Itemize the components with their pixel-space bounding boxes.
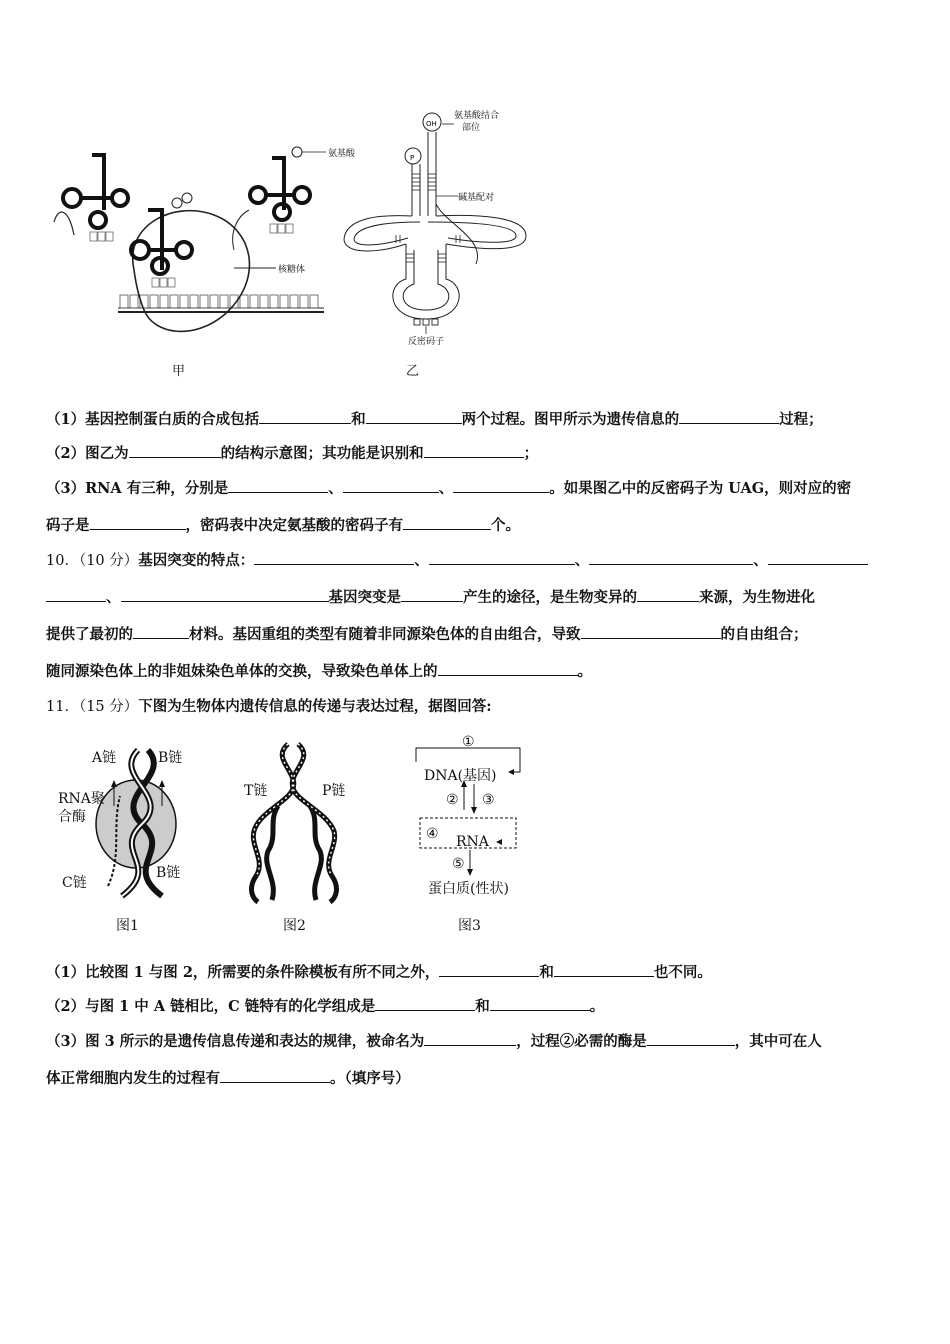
q11-part3: （3）图 3 所示的是遗传信息传递和表达的规律，被命名为 ，过程②必需的酶是 ，其中可在人: [46, 1033, 822, 1050]
ribosome-shape: [133, 211, 250, 332]
answer-blank[interactable]: [637, 587, 699, 602]
label-ribosome: 核糖体: [278, 265, 306, 275]
trna-cloverleaf: [344, 132, 526, 319]
answer-blank[interactable]: [90, 515, 186, 530]
label-base-pairing: 碱基配对: [458, 193, 495, 203]
label-anticodon: 反密码子: [408, 337, 445, 347]
answer-blank[interactable]: [439, 962, 539, 977]
rna-label: RNA: [456, 834, 489, 850]
answer-blank[interactable]: [129, 443, 221, 458]
q11-part2: （2）与图 1 中 A 链相比，C 链特有的化学组成是 和 。: [46, 998, 605, 1015]
answer-blank[interactable]: [589, 550, 753, 565]
label-rna-polymerase-1: RNA聚: [58, 791, 105, 807]
answer-blank[interactable]: [343, 478, 439, 493]
answer-blank[interactable]: [679, 409, 779, 424]
figure-yi-trna: [336, 104, 536, 354]
process-4: ④: [426, 826, 439, 842]
answer-blank[interactable]: [133, 624, 189, 639]
answer-blank[interactable]: [254, 550, 414, 565]
mrna-strand: [118, 295, 324, 312]
caption-figure-3: 图3: [458, 918, 481, 934]
q10-line3: 提供了最初的 材料。基因重组的类型有随着非同源染色体的自由组合，导致 的自由组合；: [46, 626, 808, 643]
label-rna-polymerase-2: 合酶: [58, 809, 86, 825]
label-p-chain: P链: [322, 783, 346, 799]
q9-part1: （1）基因控制蛋白质的合成包括 和 两个过程。图甲所示为遗传信息的 过程；: [46, 411, 823, 428]
caption-figure-1: 图1: [116, 918, 139, 934]
q10-line2: 、 基因突变是 产生的途径，是生物变异的 来源，为生物进化: [46, 587, 904, 609]
trna-right: [250, 158, 310, 220]
q9-part3: （3）RNA 有三种，分别是 、 、 。如果图乙中的反密码子为 UAG，则对应的密: [46, 480, 852, 497]
answer-blank[interactable]: [228, 478, 328, 493]
answer-blank[interactable]: [401, 587, 463, 602]
label-c-chain: C链: [62, 875, 87, 891]
answer-blank[interactable]: [429, 550, 575, 565]
label-b-chain-top: B链: [158, 750, 183, 766]
caption-jia: 甲: [172, 364, 186, 379]
answer-blank[interactable]: [220, 1068, 330, 1083]
q10-line1: 10．（10 分）基因突变的特点： 、 、 、: [46, 550, 904, 572]
answer-blank[interactable]: [554, 962, 654, 977]
q9-part2: （2）图乙为 的结构示意图；其功能是识别和 ；: [46, 445, 539, 462]
answer-blank[interactable]: [581, 624, 721, 639]
caption-yi: 乙: [406, 364, 420, 379]
answer-blank[interactable]: [366, 409, 462, 424]
label-b-chain-bottom: B链: [156, 865, 181, 881]
answer-blank[interactable]: [490, 996, 590, 1011]
p-label: P: [410, 154, 415, 162]
process-3: ③: [482, 792, 495, 808]
answer-blank[interactable]: [259, 409, 351, 424]
q11-part1: （1）比较图 1 与图 2，所需要的条件除模板有所不同之外， 和 也不同。: [46, 964, 712, 981]
label-t-chain: T链: [244, 783, 268, 799]
dna-gene-label: DNA(基因): [424, 768, 497, 784]
caption-figure-2: 图2: [283, 918, 306, 934]
figure-jia-translation: [44, 140, 334, 360]
answer-blank[interactable]: [424, 1031, 516, 1046]
answer-blank[interactable]: [647, 1031, 735, 1046]
label-amino-acid: 氨基酸: [328, 149, 356, 159]
q11-part3-cont: 体正常细胞内发生的过程有 。（填序号）: [46, 1070, 410, 1087]
anticodon-bases: [414, 319, 438, 325]
answer-blank[interactable]: [424, 443, 524, 458]
q11-stem: 11．（15 分）下图为生物体内遗传信息的传递与表达过程，据图回答:: [46, 698, 492, 715]
label-amino-acid-binding: 氨基酸结合: [454, 111, 500, 121]
trna-left: [63, 155, 128, 228]
answer-blank[interactable]: [438, 661, 578, 676]
protein-trait-label: 蛋白质(性状): [428, 881, 509, 897]
trna-center: [131, 210, 192, 274]
q9-part3-cont: 码子是 ，密码表中决定氨基酸的密码子有 个。: [46, 517, 520, 534]
answer-blank[interactable]: [375, 996, 475, 1011]
answer-blank[interactable]: [121, 587, 329, 602]
answer-blank[interactable]: [453, 478, 549, 493]
answer-blank[interactable]: [768, 550, 868, 565]
q10-line4: 随同源染色体上的非姐妹染色单体的交换，导致染色单体上的 。: [46, 663, 592, 680]
process-5: ⑤: [452, 856, 465, 872]
answer-blank[interactable]: [403, 515, 491, 530]
label-a-chain: A链: [92, 750, 117, 766]
process-1: ①: [462, 734, 475, 750]
process-2: ②: [446, 792, 459, 808]
label-amino-acid-binding-2: 部位: [462, 123, 481, 133]
answer-blank[interactable]: [46, 587, 106, 602]
figure-2-replication: [238, 736, 358, 906]
oh-label: OH: [426, 120, 437, 128]
